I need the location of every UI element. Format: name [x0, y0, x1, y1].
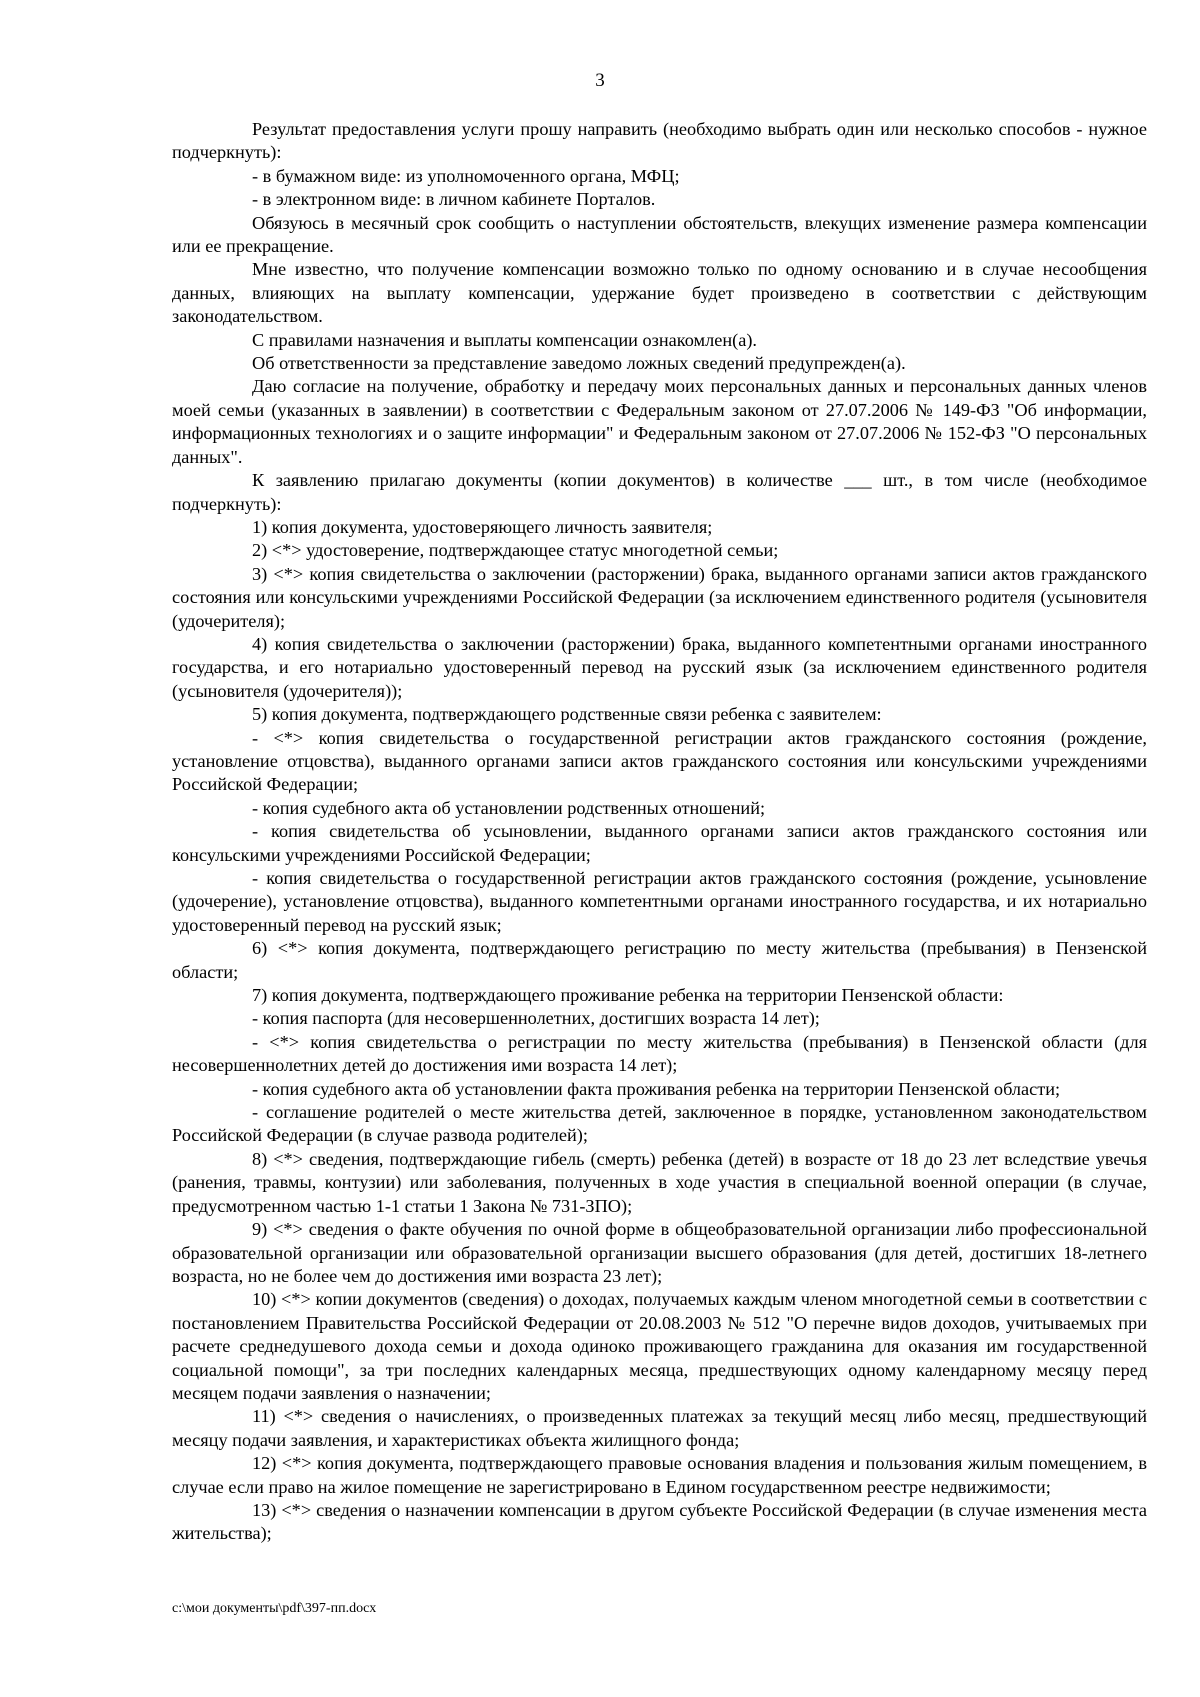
- paragraph: 7) копия документа, подтверждающего проживание ребенка на территории Пензенской области:: [252, 985, 1004, 1006]
- paragraph: Результат предоставления услуги прошу направить (необходимо выбрать один или несколько способов - нужное подчеркнуть):: [172, 119, 1147, 163]
- paragraph: - копия судебного акта об установлении факта проживания ребенка на территории Пензенской области;: [252, 1078, 1061, 1099]
- paragraph: 5) копия документа, подтверждающего родственные связи ребенка с заявителем:: [252, 704, 882, 725]
- paragraph: 8) <*> сведения, подтверждающие гибель (смерть) ребенка (детей) в возрасте от 18 до 23 лет вследствие увечья (ранения, травмы, контузии) или заболевания, полученных в ходе участия в специальной военной операции (в случае, предусмотренном частью 1-1 статьи 1 Закона № 731-ЗПО);: [172, 1148, 1147, 1216]
- paragraph: К заявлению прилагаю документы (копии документов) в количестве ___ шт., в том числе (необходимое подчеркнуть):: [172, 470, 1147, 514]
- paragraph: - в электронном виде: в личном кабинете Порталов.: [252, 189, 656, 210]
- paragraph: - соглашение родителей о месте жительства детей, заключенное в порядке, установленном законодательством Российской Федерации (в случае развода родителей);: [172, 1102, 1147, 1146]
- paragraph: Обязуюсь в месячный срок сообщить о наступлении обстоятельств, влекущих изменение размера компенсации или ее прекращение.: [172, 212, 1147, 257]
- paragraph: 6) <*> копия документа, подтверждающего регистрацию по месту жительства (пребывания) в Пензенской области;: [172, 938, 1147, 982]
- paragraph: - копия паспорта (для несовершеннолетних, достигших возраста 14 лет);: [252, 1008, 820, 1029]
- paragraph: - <*> копия свидетельства о регистрации по месту жительства (пребывания) в Пензенской области (для несовершеннолетних детей до достижения ими возраста 14 лет);: [172, 1031, 1147, 1076]
- paragraph: - в бумажном виде: из уполномоченного органа, МФЦ;: [252, 165, 680, 186]
- paragraph: Мне известно, что получение компенсации возможно только по одному основанию и в случае несообщения данных, влияющих на выплату компенсации, удержание будет произведено в соответствии с действующим законодательством.: [172, 259, 1147, 327]
- paragraph: Даю согласие на получение, обработку и передачу моих персональных данных и персональных данных членов моей семьи (указанных в заявлении) в соответствии с Федеральным законом от 27.07.2006 № 149-ФЗ "Об информации, информационных технологиях и о защите информации" и Федеральным законом от 27.07.2006 № 152-ФЗ "О персональных данных".: [172, 376, 1147, 467]
- paragraph: 13) <*> сведения о назначении компенсации в другом субъекте Российской Федерации (в случае изменения места жительства);: [172, 1499, 1147, 1544]
- paragraph: 9) <*> сведения о факте обучения по очной форме в общеобразовательной организации либо профессиональной образовательной организации или образовательной организации высшего образования (для детей, достигших 18-летнего возраста, но не более чем до достижения ими возраста 23 лет);: [172, 1219, 1147, 1286]
- paragraph: С правилами назначения и выплаты компенсации ознакомлен(а).: [252, 329, 757, 350]
- paragraph: Об ответственности за представление заведомо ложных сведений предупрежден(а).: [252, 353, 906, 374]
- document-body: [172, 118, 1147, 1546]
- paragraph: - <*> копия свидетельства о государственной регистрации актов гражданского состояния (рождение, установление отцовства), выданного органами записи актов гражданского состояния или консульскими учреждениями Российской Федерации;: [172, 727, 1147, 795]
- paragraph: 12) <*> копия документа, подтверждающего правовые основания владения и пользования жилым помещением, в случае если право на жилое помещение не зарегистрировано в Едином государственном реестре недвижимости;: [172, 1453, 1147, 1497]
- file-path-footer: c:\мои документы\pdf\397-пп.docx: [172, 1601, 377, 1616]
- paragraph: 3) <*> копия свидетельства о заключении (расторжении) брака, выданного органами записи актов гражданского состояния или консульскими учреждениями Российской Федерации (за исключением единственного родителя (усыновителя (удочерителя);: [172, 563, 1147, 631]
- paragraph: - копия судебного акта об установлении родственных отношений;: [252, 797, 766, 818]
- page-number: 3: [595, 70, 605, 91]
- paragraph: 11) <*> сведения о начислениях, о произведенных платежах за текущий месяц либо месяц, предшествующий месяцу подачи заявления, и характеристиках объекта жилищного фонда;: [172, 1406, 1147, 1450]
- paragraph: 4) копия свидетельства о заключении (расторжении) брака, выданного компетентными органами иностранного государства, и его нотариально удостоверенный перевод на русский язык (за исключением единственного родителя (усыновителя (удочерителя));: [172, 633, 1147, 701]
- paragraph: 2) <*> удостоверение, подтверждающее статус многодетной семьи;: [252, 540, 779, 561]
- paragraph: - копия свидетельства об усыновлении, выданного органами записи актов гражданского состояния или консульскими учреждениями Российской Федерации;: [172, 821, 1147, 865]
- paragraph: 10) <*> копии документов (сведения) о доходах, получаемых каждым членом многодетной семьи в соответствии с постановлением Правительства Российской Федерации от 20.08.2003 № 512 "О перечне видов доходов, учитываемых при расчете среднедушевого дохода семьи и дохода одиноко проживающего гражданина для оказания им государственной социальной помощи", за три последних календарных месяца, предшествующих одному календарному месяцу перед месяцем подачи заявления о назначении;: [172, 1289, 1147, 1403]
- paragraph: - копия свидетельства о государственной регистрации актов гражданского состояния (рождение, усыновление (удочерение), установление отцовства), выданного компетентными органами иностранного государства, и их нотариально удостоверенный перевод на русский язык;: [172, 868, 1147, 935]
- paragraph: 1) копия документа, удостоверяющего личность заявителя;: [252, 516, 713, 537]
